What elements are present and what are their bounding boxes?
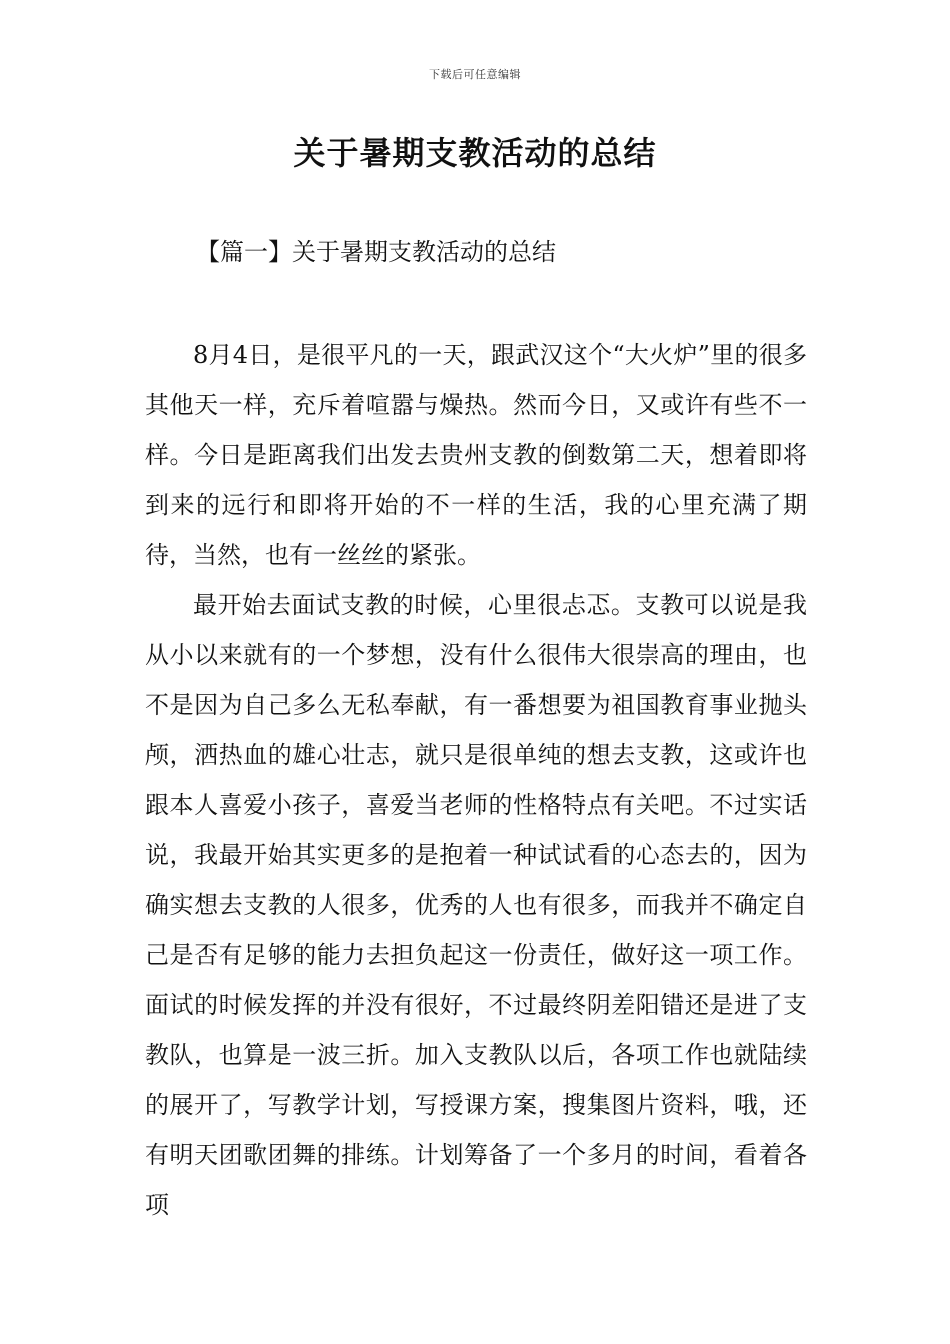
paragraph-2: 最开始去面试支教的时候，心里很忐忑。支教可以说是我从小以来就有的一个梦想，没有什么很伟大很崇高的理由，也不是因为自己多么无私奉献，有一番想要为祖国教育事业抛头颅，洒热血的雄心壮志，就只是很单纯的想去支教，这或许也跟本人喜爱小孩子，喜爱当老师的性格特点有关吧。不过实话说，我最开始其实更多的是抱着一种试试看的心态去的，因为确实想去支教的人很多，优秀的人也有很多，而我并不确定自己是否有足够的能力去担负起这一份责任，做好这一项工作。面试的时候发挥的并没有很好，不过最终阴差阳错还是进了支教队，也算是一波三折。加入支教队以后，各项工作也就陆续的展开了，写教学计划，写授课方案，搜集图片资料，哦，还有明天团歌团舞的排练。计划筹备了一个多月的时间，看着各项 <box>145 591 807 1219</box>
paragraph-1: 8月4日，是很平凡的一天，跟武汉这个“大火炉”里的很多其他天一样，充斥着喧嚣与燥热。然而今日，又或许有些不一样。今日是距离我们出发去贵州支教的倒数第二天，想着即将到来的远行和即将开始的不一样的生活，我的心里充满了期待，当然，也有一丝丝的紧张。 <box>145 341 807 569</box>
header-note: 下载后可任意编辑 <box>429 68 521 81</box>
document-body <box>145 330 807 1230</box>
section-heading: 【篇一】关于暑期支教活动的总结 <box>196 238 556 266</box>
document-title: 关于暑期支教活动的总结 <box>293 134 657 172</box>
